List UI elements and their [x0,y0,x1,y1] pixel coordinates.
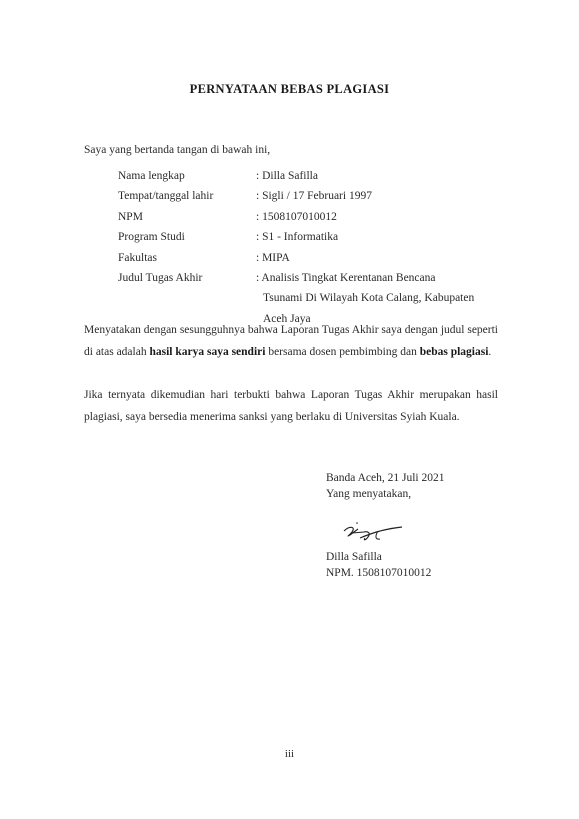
thesis-title-line-1: : Analisis Tingkat Kerentanan Bencana [256,271,436,284]
signer-name: Dilla Safilla [326,551,382,563]
field-value: : S1 - Informatika [256,231,339,244]
field-label: NPM [118,210,143,223]
field-label: Program Studi [118,231,185,244]
field-row-faculty [118,248,518,268]
field-row-name [118,166,518,186]
field-label: Fakultas [118,251,157,264]
thesis-title-line-2: Tsunami Di Wilayah Kota Calang, Kabupaten [263,292,475,305]
statement-text: bersama dosen pembimbing dan [265,345,420,358]
field-row-birth [118,186,518,206]
handwritten-signature [338,519,408,547]
sanction-paragraph: Jika ternyata dikemudian hari terbukti bahwa Laporan Tugas Akhir merupakan hasil plagiasi, saya bersedia menerima sanksi yang berlaku di Universitas Syiah Kuala. [84,389,498,423]
field-label: Judul Tugas Akhir [118,271,203,284]
place-date: Banda Aceh, 21 Juli 2021 [326,472,445,484]
field-value: : 1508107010012 [256,210,337,223]
signer-npm: NPM. 1508107010012 [326,567,432,579]
statement-text: Menyatakan dengan sesungguhnya bahwa Laporan Tugas Akhir saya dengan judul seperti di atas adalah [84,324,498,358]
declarant-label: Yang menyatakan, [326,488,412,500]
statement-text: . [488,345,492,358]
statement-bold-plagiarism-free: bebas plagiasi [419,345,489,358]
field-value: : MIPA [256,251,290,264]
signature-header [326,470,445,502]
field-row-program [118,227,518,247]
field-label: Nama lengkap [118,170,185,182]
document-title: PERNYATAAN BEBAS PLAGIASI [189,82,390,96]
page-number: iii [284,748,295,760]
field-value: : Dilla Safilla [256,170,318,182]
intro-text: Saya yang bertanda tangan di bawah ini, [84,144,271,156]
field-value: : Sigli / 17 Februari 1997 [256,190,372,203]
signer-block [326,549,431,581]
statement-bold-own-work: hasil karya saya sendiri [149,345,266,358]
statement-paragraph [84,320,498,363]
field-row-npm [118,207,518,227]
identity-fields [118,166,518,329]
field-label: Tempat/tanggal lahir [118,190,214,203]
thesis-title-line-3: Aceh Jaya [263,312,311,325]
